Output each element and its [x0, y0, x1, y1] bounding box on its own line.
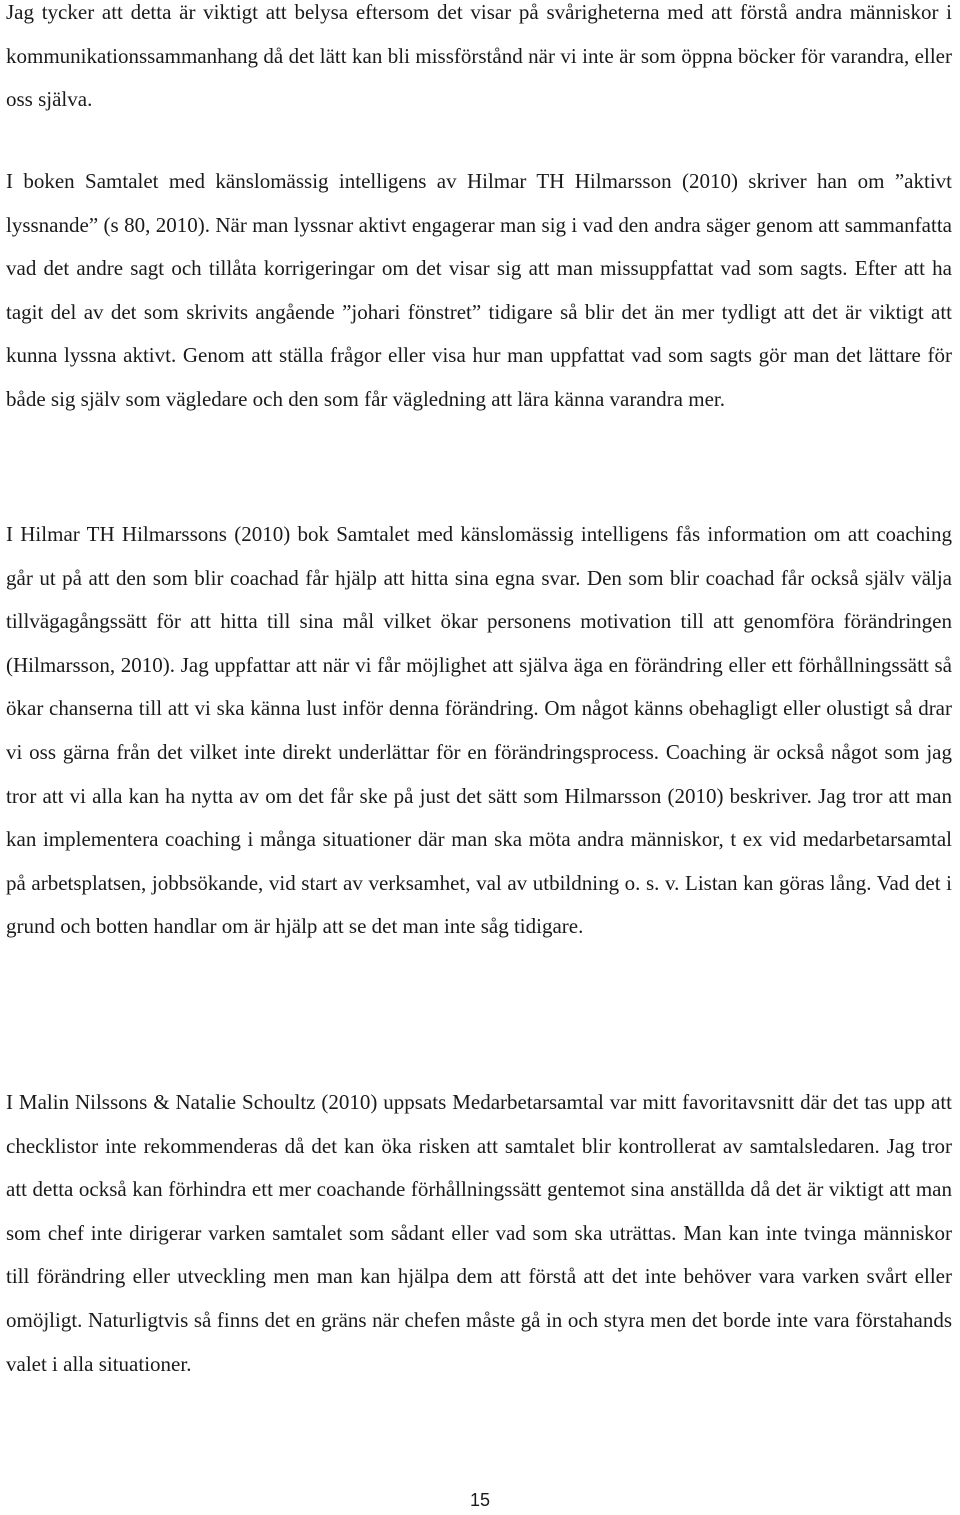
- paragraph-1: Jag tycker att detta är viktigt att belysa eftersom det visar på svårigheterna med att förstå andra människor i kommunikationssammanhang då det lätt kan bli missförstånd när vi inte är som öppna böcker för varandra, eller oss själva.: [6, 0, 952, 112]
- paragraph-2: I boken Samtalet med känslomässig intelligens av Hilmar TH Hilmarsson (2010) skriver han om ”aktivt lyssnande” (s 80, 2010). När man lyssnar aktivt engagerar man sig i vad den andra säger genom att sammanfatta vad det andre sagt och tillåta korrigeringar om det visar sig att man missuppfattat vad som sagts. Efter att ha tagit del av det som skrivits angående ”johari fönstret” tidigare så blir det än mer tydligt att det är viktigt att kunna lyssna aktivt. Genom att ställa frågor eller visa hur man uppfattat vad som sagts gör man det lättare för både sig själv som vägledare och den som får vägledning att lära känna varandra mer.: [6, 169, 952, 411]
- paragraph-3: I Hilmar TH Hilmarssons (2010) bok Samtalet med känslomässig intelligens fås information om att coaching går ut på att den som blir coachad får hjälp att hitta sina egna svar. Den som blir coachad får också själv välja tillvägagångssätt för att hitta till sina mål vilket ökar personens motivation till att genomföra förändringen (Hilmarsson, 2010). Jag uppfattar att när vi får möjlighet att själva äga en förändring eller ett förhållningssätt så ökar chanserna till att vi ska känna lust inför denna förändring. Om något känns obehagligt eller olustigt så drar vi oss gärna från det vilket inte direkt underlättar för en förändringsprocess. Coaching är också något som jag tror att vi alla kan ha nytta av om det får ske på just det sätt som Hilmarsson (2010) beskriver. Jag tror att man kan implementera coaching i många situationer där man ska möta andra människor, t ex vid medarbetarsamtal på arbetsplatsen, jobbsökande, vid start av verksamhet, val av utbildning o. s. v. Listan kan göras lång. Vad det i grund och botten handlar om är hjälp att se det man inte såg tidigare.: [6, 522, 952, 939]
- page-number: 15: [469, 1490, 491, 1510]
- paragraph-4: I Malin Nilssons & Natalie Schoultz (2010) uppsats Medarbetarsamtal var mitt favoritavsnitt där det tas upp att checklistor inte rekommenderas då det kan öka risken att samtalet blir kontrollerat av samtalsledaren. Jag tror att detta också kan förhindra ett mer coachande förhållningssätt gentemot sina anställda då det är viktigt att man som chef inte dirigerar varken samtalet som sådant eller vad som ska uträttas. Man kan inte tvinga människor till förändring eller utveckling men man kan hjälpa dem att förstå att det inte behöver vara varken svårt eller omöjligt. Naturligtvis så finns det en gräns när chefen måste gå in och styra men det borde inte vara förstahands valet i alla situationer.: [6, 1090, 952, 1376]
